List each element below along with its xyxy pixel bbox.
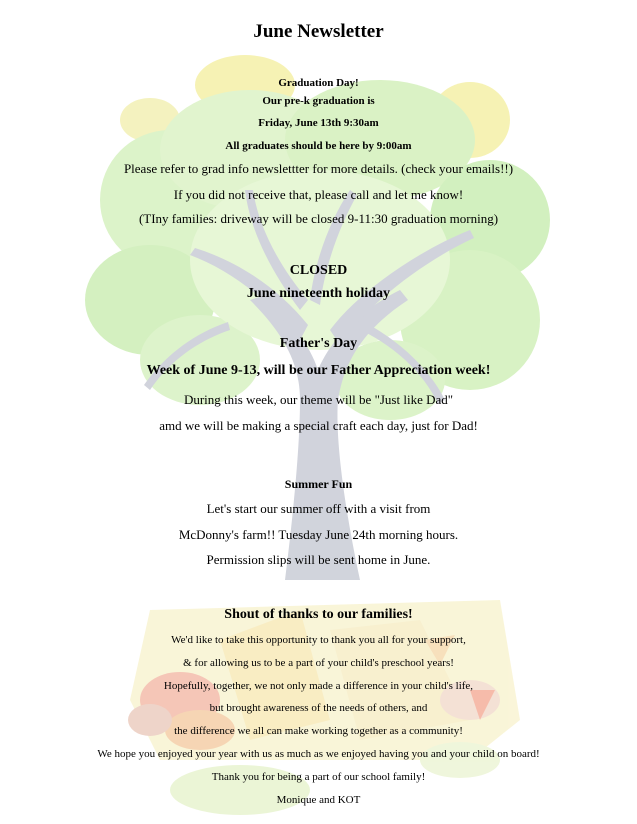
graduation-driveway: (TIny families: driveway will be closed 9-11:30 graduation morning) [138, 211, 499, 226]
fathers-day-week: Week of June 9-13, will be our Father Appreciation week! [146, 363, 491, 378]
summer-fun-visit: Let's start our summer off with a visit from [206, 501, 431, 516]
fathers-day-theme: During this week, our theme will be "Just like Dad" [183, 392, 454, 407]
graduation-arrival: All graduates should be here by 9:00am [225, 140, 412, 152]
newsletter-title: June Newsletter [253, 21, 384, 42]
thanks-line: but brought awareness of the needs of others, and [209, 702, 428, 714]
thanks-heading: Shout of thanks to our families! [224, 607, 413, 622]
thanks-line: Hopefully, together, we not only made a difference in your child's life, [163, 680, 474, 692]
thanks-line: We hope you enjoyed your year with us as much as we enjoyed having you and your child on board! [97, 748, 540, 760]
summer-fun-heading: Summer Fun [284, 477, 353, 491]
summer-fun-farm: McDonny's farm!! Tuesday June 24th morning hours. [178, 527, 459, 542]
thanks-line: the difference we all can make working together as a community! [174, 725, 463, 737]
summer-fun-permission: Permission slips will be sent home in June. [206, 552, 431, 567]
fathers-day-heading: Father's Day [279, 336, 358, 351]
closed-heading: CLOSED [289, 263, 348, 278]
fathers-day-craft: amd we will be making a special craft each day, just for Dad! [159, 418, 478, 433]
graduation-contact: If you did not receive that, please call and let me know! [173, 187, 464, 202]
thanks-line: Thank you for being a part of our school family! [211, 771, 426, 783]
thanks-line: We'd like to take this opportunity to thank you all for your support, [171, 634, 466, 646]
thanks-line: & for allowing us to be a part of your child's preschool years! [183, 657, 454, 669]
closed-holiday: June nineteenth holiday [246, 286, 391, 301]
graduation-date: Friday, June 13th 9:30am [258, 117, 379, 129]
signature: Monique and KOT [276, 794, 361, 806]
graduation-heading: Graduation Day! [278, 77, 359, 89]
graduation-line: Our pre-k graduation is [262, 95, 375, 107]
graduation-info: Please refer to grad info newslettter for more details. (check your emails!!) [123, 161, 514, 176]
